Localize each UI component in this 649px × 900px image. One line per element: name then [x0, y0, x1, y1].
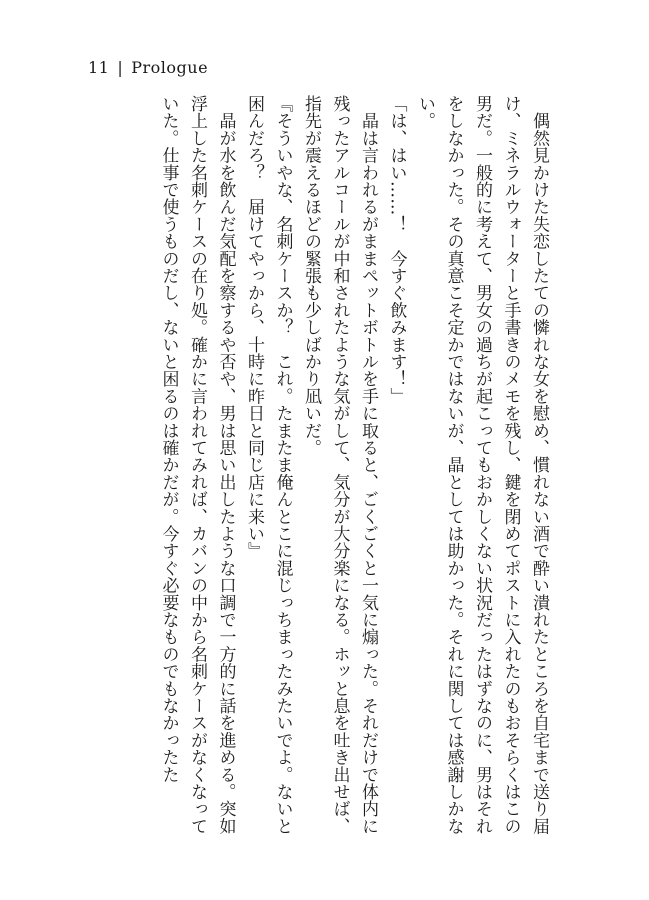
paragraph: 『そういやな、名刺ケースか？ これ。たまたま俺んとこに混じっちまったみたいでよ。ないと困んだろ？ 届けてやっから、十時に昨日と同じ店に来い』	[244, 95, 293, 835]
paragraph: 晶は言われるがままペットボトルを手に取ると、ごくごくと一気に煽った。それだけで体内に残ったアルコールが中和されたような気がして、気分が大分楽になる。ホッと息を吐き出せば、指先が震えるほどの緊張も少しばかり凪いだ。	[301, 95, 378, 835]
page-header	[88, 58, 208, 77]
body-text	[93, 95, 553, 840]
page-number: 11	[88, 58, 110, 77]
header-separator: |	[117, 58, 124, 77]
paragraph: 晶が水を飲んだ気配を察するや否や、男は思い出したような口調で一方的に話を進める。突如浮上した名刺ケースの在り処。確かに言われてみれば、カバンの中から名刺ケースがなくなっていた。仕事で使うものだし、ないと困るのは確かだが。今すぐ必要なものでもなかったた	[158, 95, 236, 835]
paragraph: 偶然見かけた失恋したての憐れな女を慰め、慣れない酒で酔い潰れたところを自宅まで送り届け、ミネラルウォーターと手書きのメモを残し、鍵を閉めてポストに入れたのもおそらくはこの男だ。一般的に考えて、男女の過ちが起こってもおかしくない状況だったはずなのに、男はそれをしなかった。その真意こそ定かではないが、晶としては助かった。それに関しては感謝しかない。	[415, 95, 549, 835]
paragraph: 「は、はい……！ 今すぐ飲みます！」	[386, 95, 407, 405]
chapter-title: Prologue	[131, 58, 209, 77]
